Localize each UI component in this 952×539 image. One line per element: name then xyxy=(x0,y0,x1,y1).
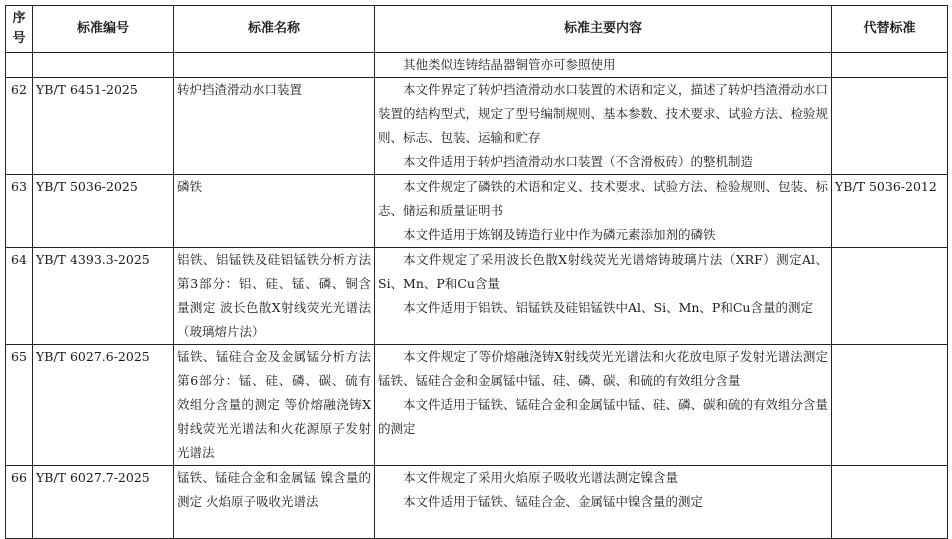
standard-content xyxy=(375,466,832,539)
content-paragraph: 本文件界定了转炉挡渣滑动水口装置的术语和定义，描述了转炉挡渣滑动水口装置的结构型式，规定了型号编制规则、基本参数、技术要求、试验方法、检验规则、标志、包装、运输和贮存 xyxy=(378,82,829,145)
header-content: 标准主要内容 xyxy=(375,6,832,53)
content-paragraph: 本文件适用于铝铁、铝锰铁及硅铝锰铁中Al、Si、Mn、P和Cu含量的测定 xyxy=(403,300,813,315)
standard-code: YB/T 4393.3-2025 xyxy=(33,248,174,345)
standards-table xyxy=(5,5,948,539)
standard-name: 铝铁、铝锰铁及硅铝锰铁分析方法 第3部分：铝、硅、锰、磷、铜含量测定 波长色散X射线荧光光谱法（玻璃熔片法） xyxy=(174,248,375,345)
table-row xyxy=(6,345,948,466)
standard-content xyxy=(375,345,832,466)
content-paragraph: 本文件规定了采用火焰原子吸收光谱法测定镍含量 xyxy=(403,470,679,485)
standard-name: 锰铁、锰硅合金和金属锰 镍含量的测定 火焰原子吸收光谱法 xyxy=(174,466,375,539)
standard-name: 锰铁、锰硅合金及金属锰分析方法 第6部分：锰、硅、磷、碳、硫有效组分含量的测定 等价熔融浇铸X射线荧光光谱法和火花源原子发射光谱法 xyxy=(174,345,375,466)
header-no: 序号 xyxy=(6,6,33,53)
row-no: 62 xyxy=(6,78,33,175)
standard-code: YB/T 6027.7-2025 xyxy=(33,466,174,539)
standard-code: YB/T 6027.6-2025 xyxy=(33,345,174,466)
table-row xyxy=(6,248,948,345)
table-row xyxy=(6,466,948,539)
standard-code: YB/T 5036-2025 xyxy=(33,175,174,248)
content-paragraph: 本文件适用于炼钢及铸造行业中作为磷元素添加剂的磷铁 xyxy=(403,227,716,242)
header-code: 标准编号 xyxy=(33,6,174,53)
header-name: 标准名称 xyxy=(174,6,375,53)
table-row xyxy=(6,78,948,175)
header-row xyxy=(6,6,948,53)
table-row-continuation xyxy=(6,53,948,78)
replaced-standard xyxy=(832,466,948,539)
header-replaced: 代替标准 xyxy=(832,6,948,53)
standard-code: YB/T 6451-2025 xyxy=(33,78,174,175)
table-row xyxy=(6,175,948,248)
replaced-standard xyxy=(832,248,948,345)
row-no: 64 xyxy=(6,248,33,345)
content-paragraph: 其他类似连铸结晶器铜管亦可参照使用 xyxy=(403,57,616,72)
content-paragraph: 本文件适用于转炉挡渣滑动水口装置（不含滑板砖）的整机制造 xyxy=(403,154,754,169)
standard-name: 转炉挡渣滑动水口装置 xyxy=(174,78,375,175)
content-paragraph: 本文件适用于锰铁、锰硅合金、金属锰中镍含量的测定 xyxy=(403,494,704,509)
content-paragraph: 本文件规定了采用波长色散X射线荧光光谱熔铸玻璃片法（XRF）测定Al、Si、Mn、P和Cu含量 xyxy=(378,252,828,291)
content-paragraph: 本文件适用于锰铁、锰硅合金和金属锰中锰、硅、磷、碳和硫的有效组分含量的测定 xyxy=(378,397,829,436)
standard-content xyxy=(375,78,832,175)
standard-content xyxy=(375,248,832,345)
row-no: 66 xyxy=(6,466,33,539)
row-no: 63 xyxy=(6,175,33,248)
row-no: 65 xyxy=(6,345,33,466)
content-paragraph: 本文件规定了等价熔融浇铸X射线荧光光谱法和火花放电原子发射光谱法测定锰铁、锰硅合金和金属锰中锰、硅、磷、碳、和硫的有效组分含量 xyxy=(378,349,828,388)
replaced-standard xyxy=(832,78,948,175)
replaced-standard: YB/T 5036-2012 xyxy=(832,175,948,248)
standard-content xyxy=(375,175,832,248)
content-paragraph: 本文件规定了磷铁的术语和定义、技术要求、试验方法、检验规则、包装、标志、储运和质量证明书 xyxy=(378,179,829,218)
standard-name: 磷铁 xyxy=(174,175,375,248)
replaced-standard xyxy=(832,345,948,466)
